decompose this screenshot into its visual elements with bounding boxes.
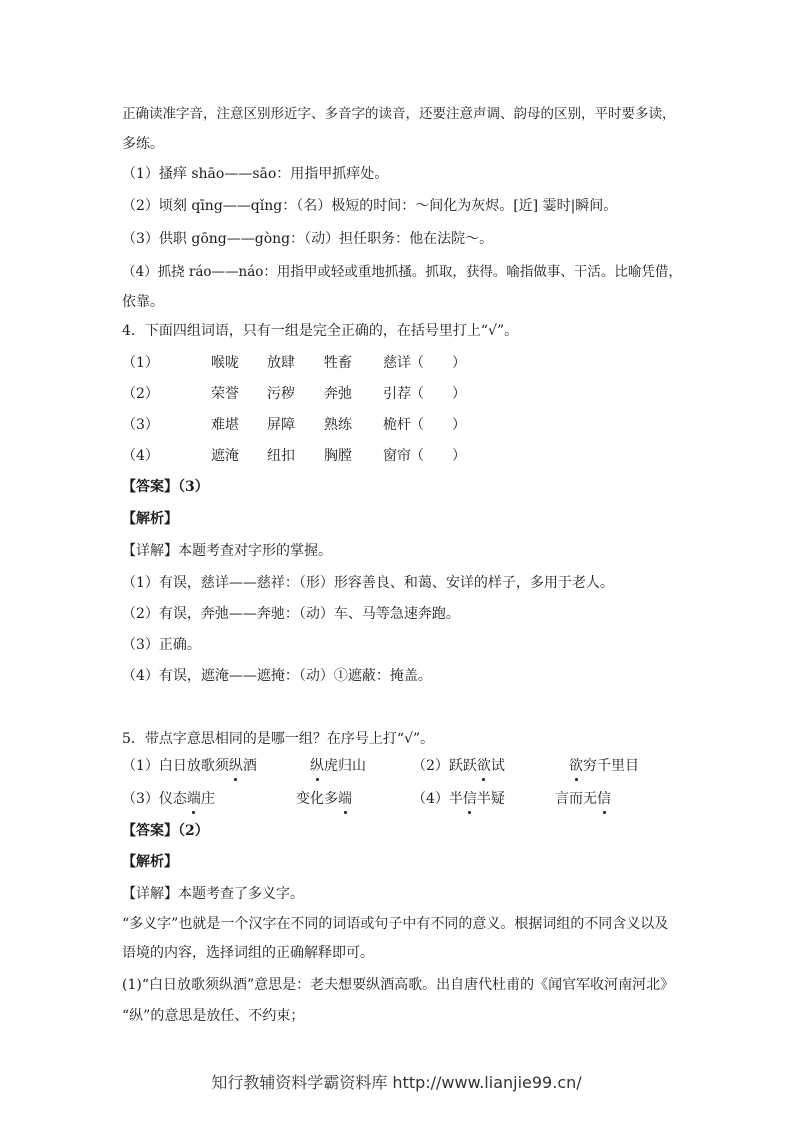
- q4-word: 桅杆: [383, 417, 411, 433]
- q5-phrase: 变化多端: [296, 791, 352, 807]
- q4-word: 慈详: [383, 355, 411, 371]
- q4-answer-paren[interactable]: （ ）: [410, 355, 466, 371]
- q4-word: 熟练: [324, 417, 352, 433]
- q5-example-1: (1)“白日放歌须纵酒”意思是：老夫想要纵酒高歌。出自唐代杜甫的《闻官军收河南河北》: [122, 977, 675, 993]
- q5-phrase: （2）跃跃欲试: [412, 758, 505, 774]
- q4-word: 窗帘: [383, 448, 411, 464]
- q5-phrase: （1）白日放歌须纵酒: [122, 758, 257, 774]
- q4-word: 难堪: [211, 417, 239, 433]
- q5-phrase: 欲穷千里目: [569, 758, 639, 774]
- q5-phrase: 言而无信: [555, 791, 611, 807]
- q4-answer: 【答案】（3）: [122, 479, 209, 495]
- q4-answer-paren[interactable]: （ ）: [410, 448, 466, 464]
- intro-line-2: 多练。: [122, 136, 164, 152]
- question-5-stem: 5．带点字意思相同的是哪一组？在序号上打“√”。: [122, 731, 435, 747]
- q4-word: 放肆: [267, 355, 295, 371]
- q5-definition-1: “多义字”也就是一个汉字在不同的词语或句子中有不同的意义。根据词组的不同含义以及: [122, 916, 669, 932]
- footer-watermark: 知行教辅资料学霸资料库 http://www.lianjie99.cn/: [211, 1073, 582, 1092]
- q4-row-number: （1）: [122, 355, 159, 371]
- q4-word: 引荐: [383, 386, 411, 402]
- q4-row-number: （4）: [122, 448, 159, 464]
- pinyin-item-1: （1）搔痒 shāo——sāo：用指甲抓痒处。: [122, 166, 389, 182]
- q4-answer-paren[interactable]: （ ）: [410, 386, 466, 402]
- q5-phrase: 纵虎归山: [310, 758, 366, 774]
- q5-example-2: “纵”的意思是放任、不约束；: [122, 1008, 305, 1024]
- q4-word: 喉咙: [211, 355, 239, 371]
- q4-word: 污秽: [267, 386, 295, 402]
- pinyin-item-2: （2）顷刻 qīng——qǐng：（名）极短的时间：～间化为灰烬。[近] 霎时|瞬间。: [122, 198, 618, 214]
- q4-analysis-heading: 【解析】: [122, 511, 178, 527]
- q4-explanation-4: （4）有误，遮淹——遮掩：（动）①遮蔽：掩盖。: [122, 668, 432, 684]
- q4-row-number: （3）: [122, 417, 159, 433]
- q5-definition-2: 语境的内容，选择词组的正确解释即可。: [122, 945, 374, 961]
- q4-word: 屏障: [267, 417, 295, 433]
- q4-word: 胸膛: [324, 448, 352, 464]
- q4-explanation-3: （3）正确。: [122, 637, 201, 653]
- q5-analysis-heading: 【解析】: [122, 854, 178, 870]
- pinyin-item-4-cont: 依靠。: [122, 294, 164, 310]
- q4-word: 纽扣: [267, 448, 295, 464]
- q5-phrase: （3）仪态端庄: [122, 791, 215, 807]
- q4-word: 荣誉: [211, 386, 239, 402]
- q5-answer: 【答案】（2）: [122, 823, 209, 839]
- q4-answer-paren[interactable]: （ ）: [410, 417, 466, 433]
- q4-word: 奔弛: [324, 386, 352, 402]
- q4-explanation-1: （1）有误，慈详——慈祥：（形）形容善良、和蔼、安详的样子，多用于老人。: [122, 575, 614, 591]
- q5-phrase: （4）半信半疑: [412, 791, 505, 807]
- q4-word: 牲畜: [324, 355, 352, 371]
- q4-detail: 【详解】本题考查对字形的掌握。: [122, 543, 332, 559]
- intro-line-1: 正确读准字音，注意区别形近字、多音字的读音，还要注意声调、韵母的区别，平时要多读，: [122, 106, 676, 122]
- q4-explanation-2: （2）有误，奔弛——奔驰：（动）车、马等急速奔跑。: [122, 606, 460, 622]
- question-4-stem: 4．下面四组词语，只有一组是完全正确的，在括号里打上“√”。: [122, 323, 519, 339]
- pinyin-item-4: （4）抓挠 ráo——náo：用指甲或轻或重地抓搔。抓取，获得。喻指做事、干活。比喻凭借，: [122, 264, 682, 280]
- q4-row-number: （2）: [122, 386, 159, 402]
- q5-detail: 【详解】本题考查了多义字。: [122, 886, 304, 902]
- q4-word: 遮淹: [211, 448, 239, 464]
- pinyin-item-3: （3）供职 gōng——gòng：（动）担任职务：他在法院～。: [122, 231, 494, 247]
